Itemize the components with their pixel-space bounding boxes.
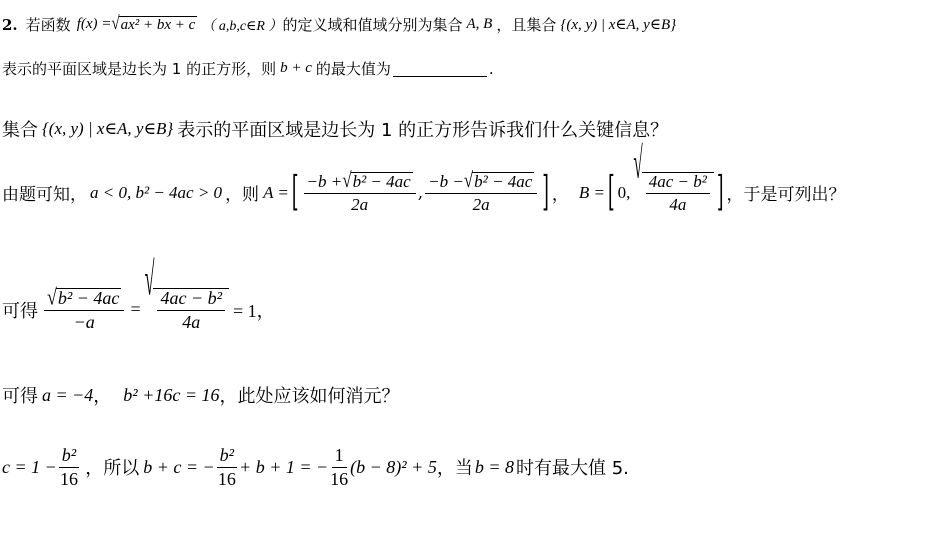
- set-A-label: A =: [263, 182, 289, 202]
- sum-expression: b + c: [280, 60, 312, 76]
- parameter-condition: （ a,b,c∈R ）: [201, 18, 283, 34]
- fraction-root-1: −b + √ b² − 4ac 2a: [304, 172, 416, 214]
- sqrt-fraction: √ $\frac{\text{4ac − b²}}{4a}$: [145, 288, 229, 332]
- fraction-b2-16: $\frac{\text{b²}}{16}$: [60, 445, 78, 489]
- problem-text: 的定义域和值域分别为集合: [282, 16, 463, 34]
- step-text: ，所以: [85, 458, 140, 480]
- step-text: 可得: [2, 386, 38, 407]
- right-bracket: ]: [716, 168, 724, 217]
- step-text: ，此处应该如何消元？: [219, 386, 400, 407]
- fraction-root-2: −b − √ b² − 4ac 2a: [425, 172, 537, 214]
- step-text: ，于是可列出？: [726, 185, 846, 206]
- step-text: 由题可知，: [2, 185, 87, 206]
- fraction-1-16: $\frac{1}{16}$: [330, 445, 349, 489]
- step-text: ，当: [436, 458, 473, 480]
- step-text: 可得: [2, 300, 38, 322]
- condition-expression: a < 0, b² − 4ac > 0: [90, 182, 223, 202]
- step-text: 时有最大值 5.: [515, 458, 629, 480]
- answer-blank: [393, 60, 487, 77]
- set-expression: {(x, y) | x∈A, y∈B}: [560, 17, 677, 33]
- sqrt-fraction: √ $\frac{\text{4ac − b²}}{4a}$: [633, 172, 713, 214]
- equation-tail: = 1，: [233, 300, 275, 321]
- right-bracket: ]: [542, 168, 549, 217]
- hint-text: 集合: [2, 120, 38, 141]
- square-expression: (b − 8)² + 5: [350, 456, 437, 477]
- set-names: A, B: [466, 16, 493, 32]
- problem-text: 表示的平面区域是边长为 1 的正方形，则: [2, 60, 277, 78]
- problem-number: 2.: [2, 15, 18, 34]
- hint-text: 表示的平面区域是边长为 1 的正方形告诉我们什么关键信息？: [177, 120, 669, 141]
- function-def: f(x) = √ ax² + bx + c: [76, 13, 196, 34]
- sqrt-expression: √ ax² + bx + c: [111, 13, 196, 34]
- step-text: ，则: [225, 185, 260, 206]
- problem-text: 的最大值为: [315, 60, 391, 78]
- problem-line-2: [2, 58, 494, 79]
- hint-line: [2, 116, 668, 142]
- set-expression: {(x, y) | x∈A, y∈B}: [42, 119, 174, 138]
- fraction-b2-16: $\frac{\text{b²}}{16}$: [217, 445, 236, 489]
- equation-bc: b² +16c = 16: [123, 384, 220, 405]
- sum-expression: b + c = −: [143, 456, 215, 477]
- step2-line: 可得 √ b² − 4ac −a = √ $\frac{\text{4ac − b²}}{4a}$ = 1，: [2, 252, 275, 332]
- period: .: [488, 59, 494, 78]
- step1-line: 由题可知， a < 0, b² − 4ac > 0 ，则 A = [ −b + √ b² − 4ac 2a , −b − √ b² − 4ac 2a ] ， B = [ 0, √ $\frac{\text{4ac − b²}}{4a}$ ] ，于是可列出？: [2, 138, 846, 217]
- left-bracket: [: [291, 168, 299, 217]
- equation-a: a = −4: [42, 384, 94, 405]
- problem-line-1: [2, 14, 676, 35]
- problem-text: 若函数: [25, 16, 71, 34]
- fraction-left: √ b² − 4ac −a: [44, 288, 124, 332]
- step3-line: 可得 a = −4 ， b² +16c = 16 ，此处应该如何消元？: [2, 382, 399, 408]
- b-value: b = 8: [474, 456, 514, 477]
- c-expression: c = 1 −: [2, 456, 57, 477]
- problem-text: ，且集合: [496, 16, 557, 34]
- step4-line: c = 1 − $\frac{\text{b²}}{16}$ ，所以 b + c = − $\frac{\text{b²}}{16}$ + b + 1 = − $\frac{1}{16}$ (b − 8)² + 5 ，当 b = 8 时有最大值 5.: [2, 445, 629, 489]
- set-B-label: B =: [578, 182, 606, 202]
- left-bracket: [: [608, 168, 615, 217]
